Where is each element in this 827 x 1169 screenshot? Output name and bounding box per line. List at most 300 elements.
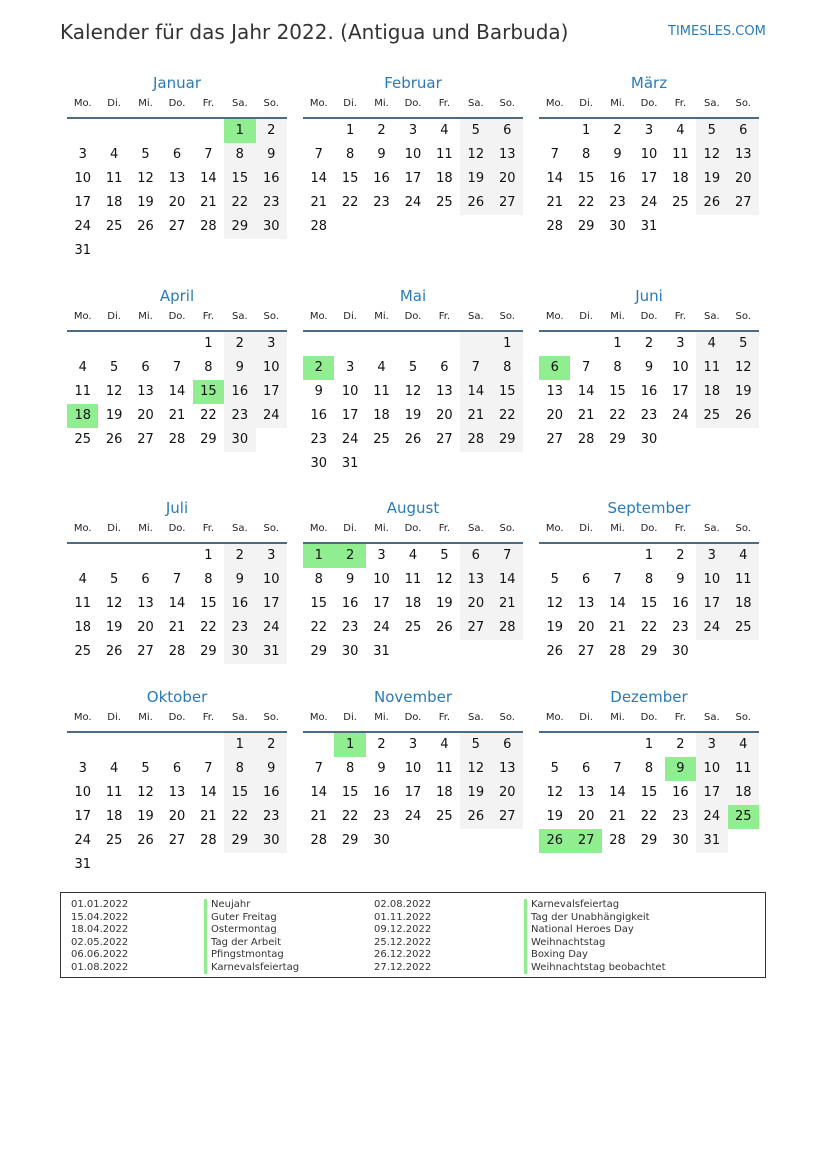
day-cell: 10 [256, 356, 287, 380]
day-cell: 18 [728, 592, 759, 616]
day-cell: 18 [67, 404, 98, 428]
day-cell: 16 [224, 380, 255, 404]
weekday-label: Sa. [703, 311, 720, 322]
day-cell: 25 [105, 219, 123, 234]
week-row [303, 757, 523, 781]
week-row [539, 829, 759, 853]
day-cell: 5 [109, 360, 119, 375]
day-cell: 9 [345, 572, 355, 587]
day-cell: 31 [256, 640, 287, 664]
day-cell: 28 [310, 219, 327, 234]
day-cell: 26 [696, 191, 727, 215]
day-cell: 26 [105, 644, 123, 659]
day-cell: 23 [341, 620, 359, 635]
day-cell: 19 [460, 781, 491, 805]
day-cell: 2 [613, 123, 622, 138]
day-cell: 21 [460, 404, 491, 428]
day-cell: 26 [436, 620, 453, 635]
day-cell: 20 [492, 781, 523, 805]
day-cell: 6 [581, 761, 591, 776]
week-row [539, 757, 759, 781]
weekday-label: So. [263, 523, 279, 534]
legend-date: 02.08.2022 [374, 899, 432, 910]
day-cell: 10 [341, 384, 359, 399]
day-cell: 27 [168, 219, 186, 234]
weekday-label: Di. [579, 712, 593, 723]
weekday-label: So. [735, 523, 751, 534]
week-row [67, 544, 287, 568]
day-cell: 3 [256, 332, 287, 356]
day-cell: 11 [74, 384, 91, 399]
day-cell: 3 [345, 360, 355, 375]
empty-cell [98, 544, 129, 568]
day-cell: 21 [609, 620, 626, 635]
weekday-label: Di. [107, 98, 121, 109]
week-row [67, 167, 287, 191]
week-row [539, 805, 759, 829]
day-cell: 22 [341, 809, 359, 824]
empty-cell [429, 332, 460, 356]
day-cell: 6 [172, 761, 182, 776]
weekday-label: Do. [168, 98, 186, 109]
day-cell: 11 [436, 147, 453, 162]
week-row [67, 428, 287, 452]
day-cell: 23 [373, 809, 390, 824]
weekday-label: Fr. [674, 311, 687, 322]
week-row [67, 239, 287, 263]
day-cell: 9 [676, 572, 685, 587]
day-cell: 3 [696, 733, 727, 757]
week-row [67, 733, 287, 757]
week-row [67, 781, 287, 805]
day-cell: 6 [460, 544, 491, 568]
empty-cell [602, 733, 633, 757]
day-cell: 17 [696, 781, 727, 805]
weekday-label: Mi. [610, 98, 625, 109]
legend-date: 01.01.2022 [71, 899, 129, 910]
week-row [67, 640, 287, 664]
day-cell: 5 [440, 548, 449, 563]
day-cell: 1 [581, 123, 591, 138]
day-cell: 4 [377, 360, 386, 375]
weekday-label: Mi. [610, 712, 625, 723]
day-cell: 5 [696, 119, 727, 143]
day-cell: 24 [256, 616, 287, 640]
empty-cell [130, 733, 161, 757]
weekday-header [539, 518, 759, 544]
day-cell: 17 [74, 195, 91, 210]
legend-holiday-name: Weihnachtstag [524, 937, 666, 950]
month-name: September [607, 499, 691, 517]
day-cell: 15 [577, 171, 595, 186]
week-row [303, 733, 523, 757]
holiday-legend [60, 892, 766, 978]
day-cell: 15 [310, 596, 327, 611]
empty-cell [303, 733, 334, 757]
week-row [539, 356, 759, 380]
day-cell: 10 [373, 572, 390, 587]
day-cell: 22 [310, 620, 327, 635]
day-cell: 30 [341, 644, 359, 659]
day-cell: 24 [256, 404, 287, 428]
week-row [539, 332, 759, 356]
day-cell: 20 [460, 592, 491, 616]
day-cell: 10 [696, 568, 727, 592]
week-row [539, 592, 759, 616]
day-cell: 9 [377, 147, 386, 162]
day-cell: 7 [550, 147, 559, 162]
day-cell: 14 [200, 785, 217, 800]
day-cell: 26 [539, 829, 570, 853]
weekday-label: Mo. [73, 712, 92, 723]
empty-cell [130, 544, 161, 568]
day-cell: 8 [314, 572, 323, 587]
weekday-label: Mi. [374, 98, 389, 109]
week-row [67, 805, 287, 829]
day-cell: 28 [200, 833, 217, 848]
day-cell: 21 [168, 620, 186, 635]
day-cell: 24 [640, 195, 658, 210]
weekday-label: Fr. [674, 712, 687, 723]
day-cell: 21 [577, 408, 595, 423]
weekday-label: Sa. [231, 311, 248, 322]
day-cell: 25 [728, 616, 759, 640]
legend-date: 01.11.2022 [374, 911, 432, 923]
day-cell: 19 [460, 167, 491, 191]
day-cell: 29 [609, 432, 626, 447]
day-cell: 1 [644, 548, 654, 563]
day-cell: 8 [345, 761, 355, 776]
day-cell: 4 [78, 572, 87, 587]
weekday-label: So. [263, 98, 279, 109]
day-cell: 18 [436, 785, 453, 800]
weekday-label: Do. [404, 712, 422, 723]
day-cell: 6 [141, 572, 150, 587]
weekday-label: Mi. [374, 523, 389, 534]
week-row [67, 404, 287, 428]
day-cell: 27 [577, 644, 595, 659]
day-cell: 15 [341, 171, 359, 186]
weekday-header [67, 707, 287, 733]
day-cell: 28 [609, 644, 626, 659]
empty-cell [460, 332, 491, 356]
weekday-label: Mi. [138, 712, 153, 723]
weekday-label: Di. [107, 311, 121, 322]
weekday-label: Fr. [202, 712, 215, 723]
day-cell: 6 [492, 119, 523, 143]
day-cell: 11 [105, 171, 123, 186]
day-cell: 7 [172, 572, 182, 587]
day-cell: 26 [137, 219, 154, 234]
day-cell: 6 [141, 360, 150, 375]
day-cell: 8 [613, 360, 622, 375]
day-cell: 25 [672, 195, 689, 210]
day-cell: 20 [492, 167, 523, 191]
weekday-label: Sa. [231, 712, 248, 723]
day-cell: 15 [224, 167, 255, 191]
legend-dates-col-1 [71, 899, 128, 974]
week-row [303, 356, 523, 380]
day-cell: 27 [728, 191, 759, 215]
day-cell: 4 [109, 761, 119, 776]
weekday-header [67, 306, 287, 332]
weekday-label: So. [499, 98, 515, 109]
month-11 [303, 687, 523, 853]
day-cell: 7 [613, 572, 622, 587]
day-cell: 16 [609, 171, 626, 186]
weekday-label: Do. [404, 523, 422, 534]
empty-cell [539, 733, 570, 757]
weekday-label: So. [499, 523, 515, 534]
empty-cell [67, 332, 98, 356]
day-cell: 14 [168, 596, 186, 611]
day-cell: 31 [341, 456, 359, 471]
day-cell: 1 [644, 737, 654, 752]
day-cell: 14 [609, 596, 626, 611]
day-cell: 8 [644, 761, 654, 776]
day-cell: 17 [256, 380, 287, 404]
weekday-label: Mo. [545, 523, 564, 534]
day-cell: 1 [224, 733, 255, 757]
day-cell: 5 [550, 761, 559, 776]
day-cell: 20 [577, 620, 595, 635]
day-cell: 19 [404, 408, 422, 423]
weekday-label: Sa. [703, 98, 720, 109]
week-row [539, 215, 759, 239]
day-cell: 2 [676, 737, 685, 752]
weekday-header [539, 707, 759, 733]
day-cell: 22 [200, 408, 217, 423]
empty-cell [98, 733, 129, 757]
day-cell: 9 [314, 384, 323, 399]
day-cell: 17 [256, 592, 287, 616]
day-cell: 19 [137, 809, 154, 824]
day-cell: 16 [672, 596, 689, 611]
day-cell: 23 [256, 191, 287, 215]
empty-cell [570, 733, 601, 757]
day-cell: 29 [492, 428, 523, 452]
weekday-label: So. [735, 311, 751, 322]
day-cell: 26 [460, 805, 491, 829]
day-cell: 15 [492, 380, 523, 404]
day-cell: 18 [672, 171, 689, 186]
day-cell: 13 [577, 785, 595, 800]
day-cell: 13 [137, 596, 154, 611]
month-name: März [630, 74, 668, 92]
weekday-label: Mo. [73, 98, 92, 109]
weekday-label: Di. [107, 523, 121, 534]
day-cell: 21 [310, 809, 327, 824]
week-row [303, 805, 523, 829]
weekday-label: Fr. [438, 98, 451, 109]
month-5 [303, 286, 523, 476]
day-cell: 21 [492, 592, 523, 616]
day-cell: 6 [172, 147, 182, 162]
day-cell: 26 [546, 644, 563, 659]
day-cell: 30 [256, 215, 287, 239]
weekday-label: So. [263, 712, 279, 723]
day-cell: 26 [460, 191, 491, 215]
day-cell: 13 [137, 384, 154, 399]
week-row [67, 616, 287, 640]
day-cell: 8 [492, 356, 523, 380]
legend-holiday-name: Pfingstmontag [204, 949, 299, 962]
empty-cell [539, 119, 570, 143]
day-cell: 7 [460, 356, 491, 380]
week-row [67, 829, 287, 853]
month-name: November [373, 688, 453, 706]
empty-cell [98, 332, 129, 356]
day-cell: 23 [609, 195, 626, 210]
empty-cell [303, 119, 334, 143]
day-cell: 4 [696, 332, 727, 356]
week-row [539, 733, 759, 757]
week-row [539, 616, 759, 640]
day-cell: 10 [672, 360, 689, 375]
week-row [67, 215, 287, 239]
day-cell: 1 [613, 336, 622, 351]
weekday-header [303, 518, 523, 544]
day-cell: 14 [310, 785, 327, 800]
day-cell: 19 [696, 167, 727, 191]
day-cell: 31 [640, 219, 658, 234]
day-cell: 27 [492, 191, 523, 215]
empty-cell [193, 119, 224, 143]
site-logo-link[interactable]: TIMESLES.COM [668, 24, 766, 39]
month-7 [67, 498, 287, 664]
weekday-label: Do. [640, 98, 658, 109]
day-cell: 1 [492, 332, 523, 356]
day-cell: 12 [460, 143, 491, 167]
week-row [539, 404, 759, 428]
day-cell: 3 [408, 123, 418, 138]
week-row [303, 428, 523, 452]
legend-holiday-name: Guter Freitag [204, 912, 299, 925]
day-cell: 11 [728, 568, 759, 592]
day-cell: 28 [168, 432, 186, 447]
day-cell: 23 [224, 616, 255, 640]
month-4 [67, 286, 287, 452]
week-row [303, 167, 523, 191]
day-cell: 9 [665, 757, 696, 781]
day-cell: 5 [109, 572, 119, 587]
day-cell: 7 [314, 761, 323, 776]
weekday-header [539, 93, 759, 119]
day-cell: 28 [200, 219, 217, 234]
day-cell: 20 [137, 620, 154, 635]
day-cell: 9 [224, 568, 255, 592]
month-name: Juni [635, 287, 663, 305]
day-cell: 8 [224, 757, 255, 781]
day-cell: 29 [577, 219, 595, 234]
day-cell: 22 [224, 191, 255, 215]
week-row [67, 853, 287, 877]
day-cell: 15 [640, 785, 658, 800]
day-cell: 23 [310, 432, 327, 447]
day-cell: 6 [492, 733, 523, 757]
day-cell: 16 [373, 785, 390, 800]
weekday-label: Di. [107, 712, 121, 723]
weekday-label: Sa. [703, 523, 720, 534]
empty-cell [570, 332, 601, 356]
day-cell: 28 [577, 432, 595, 447]
weekday-label: Do. [640, 311, 658, 322]
day-cell: 18 [74, 620, 91, 635]
day-cell: 27 [546, 432, 563, 447]
day-cell: 29 [341, 833, 359, 848]
weekday-label: Mo. [545, 311, 564, 322]
day-cell: 30 [224, 640, 255, 664]
day-cell: 27 [570, 829, 601, 853]
empty-cell [539, 332, 570, 356]
day-cell: 9 [613, 147, 622, 162]
weekday-label: Mi. [610, 311, 625, 322]
day-cell: 20 [577, 809, 595, 824]
day-cell: 4 [676, 123, 685, 138]
weekday-label: Mi. [374, 311, 389, 322]
day-cell: 19 [546, 620, 563, 635]
day-cell: 1 [204, 548, 213, 563]
weekday-label: So. [499, 712, 515, 723]
day-cell: 29 [310, 644, 327, 659]
day-cell: 12 [105, 384, 123, 399]
day-cell: 3 [377, 548, 386, 563]
empty-cell [130, 119, 161, 143]
weekday-label: Mi. [610, 523, 625, 534]
day-cell: 5 [408, 360, 418, 375]
month-1 [67, 73, 287, 263]
empty-cell [67, 733, 98, 757]
day-cell: 16 [341, 596, 359, 611]
week-row [303, 781, 523, 805]
weekday-label: Mo. [73, 523, 92, 534]
day-cell: 18 [696, 380, 727, 404]
day-cell: 22 [341, 195, 359, 210]
day-cell: 12 [546, 785, 563, 800]
day-cell: 25 [74, 432, 91, 447]
day-cell: 30 [310, 456, 327, 471]
day-cell: 4 [728, 733, 759, 757]
week-row [539, 428, 759, 452]
day-cell: 15 [341, 785, 359, 800]
month-name: Februar [384, 74, 442, 92]
day-cell: 29 [200, 432, 217, 447]
legend-date: 25.12.2022 [374, 936, 432, 948]
weekday-label: Fr. [202, 98, 215, 109]
legend-date: 26.12.2022 [374, 949, 432, 960]
day-cell: 22 [577, 195, 595, 210]
week-row [303, 544, 523, 568]
weekday-label: Mo. [309, 712, 328, 723]
week-row [303, 829, 523, 853]
week-row [539, 119, 759, 143]
day-cell: 20 [728, 167, 759, 191]
weekday-label: Mo. [73, 311, 92, 322]
day-cell: 15 [224, 781, 255, 805]
legend-date: 18.04.2022 [71, 924, 129, 935]
day-cell: 21 [168, 408, 186, 423]
day-cell: 23 [224, 404, 255, 428]
day-cell: 14 [577, 384, 595, 399]
day-cell: 28 [492, 616, 523, 640]
day-cell: 18 [105, 195, 123, 210]
day-cell: 17 [640, 171, 658, 186]
day-cell: 2 [644, 336, 654, 351]
day-cell: 28 [168, 644, 186, 659]
month-name: Januar [153, 74, 201, 92]
day-cell: 31 [373, 644, 390, 659]
day-cell: 18 [105, 809, 123, 824]
